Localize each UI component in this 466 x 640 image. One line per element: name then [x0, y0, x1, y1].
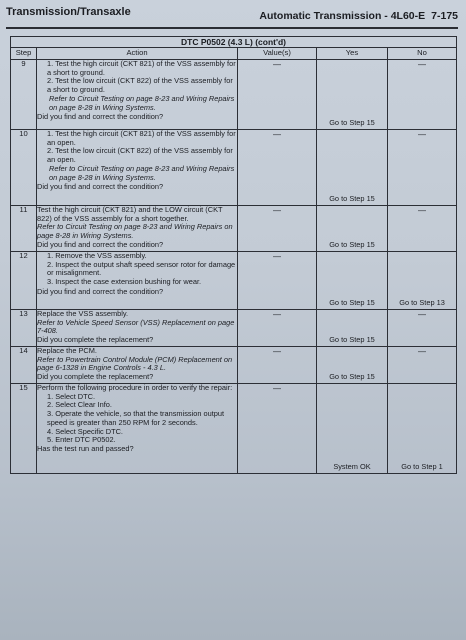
action-reference: Refer to Circuit Testing on page 8-23 and Wiring Repairs on page 8-28 in Wiring Systems.: [37, 222, 233, 241]
section-title: Transmission/Transaxle: [6, 6, 131, 18]
action-text: Replace the VSS assembly.: [37, 308, 129, 318]
action-item: 2. Select Clear Info.: [47, 400, 112, 410]
action-item: 1. Test the high circuit (CKT 821) of the VSS assembly for a short to ground.: [47, 58, 236, 77]
action-question: Did you find and correct the condition?: [37, 239, 164, 249]
action-item: 3. Operate the vehicle, so that the transmission output speed is greater than 250 RPM for 2 seconds.: [47, 409, 225, 427]
action-reference: Refer to Vehicle Speed Sensor (VSS) Replacement on page 7-408.: [37, 317, 235, 336]
step-number: 11: [11, 205, 37, 251]
no-cell: —: [388, 346, 457, 383]
chapter-name: Automatic Transmission - 4L60-E: [259, 10, 426, 22]
table-row: [11, 129, 457, 205]
column-header-yes: Yes: [317, 48, 388, 60]
action-question: Did you find and correct the condition?: [37, 112, 164, 122]
no-cell: —: [388, 205, 457, 251]
step-number: 14: [11, 346, 37, 383]
action-reference: Refer to Circuit Testing on page 8-23 and Wiring Repairs on page 8-28 in Wiring Systems.: [49, 93, 235, 112]
action-item: 2. Test the low circuit (CKT 822) of the VSS assembly for an open.: [47, 146, 233, 165]
value-cell: —: [238, 129, 317, 205]
value-cell: —: [238, 205, 317, 251]
step-number: 12: [11, 251, 37, 309]
column-header-values: Value(s): [238, 48, 317, 60]
action-cell: [37, 205, 238, 251]
action-item: 5. Enter DTC P0502.: [47, 435, 116, 445]
action-question: Did you find and correct the condition?: [37, 182, 164, 192]
no-cell: Go to Step 13: [388, 251, 457, 309]
action-question: Did you complete the replacement?: [37, 335, 154, 345]
chapter-title: [259, 10, 458, 22]
action-text: Perform the following procedure in order to verify the repair:: [37, 382, 233, 392]
no-cell: —: [388, 129, 457, 205]
yes-cell: Go to Step 15: [317, 129, 388, 205]
action-text: Replace the PCM.: [37, 345, 97, 355]
table-row: [11, 205, 457, 251]
table-row: [11, 383, 457, 473]
no-cell: —: [388, 309, 457, 346]
action-cell: [37, 309, 238, 346]
action-cell: [37, 383, 238, 473]
action-item: 4. Select Specific DTC.: [47, 426, 123, 436]
no-cell: —: [388, 59, 457, 129]
table-row: [11, 346, 457, 383]
yes-cell: Go to Step 15: [317, 346, 388, 383]
value-cell: —: [238, 383, 317, 473]
action-reference: Refer to Circuit Testing on page 8-23 and Wiring Repairs on page 8-28 in Wiring Systems.: [49, 163, 235, 182]
yes-cell: System OK: [317, 383, 388, 473]
action-text: Test the high circuit (CKT 821) and the LOW circuit (CKT 822) of the VSS assembly for a short together.: [37, 204, 223, 223]
header-rule: [6, 27, 458, 29]
diagnostic-table: [10, 36, 457, 474]
value-cell: —: [238, 59, 317, 129]
value-cell: —: [238, 309, 317, 346]
action-reference: Refer to Powertrain Control Module (PCM) Replacement on page 6-1328 in Engine Controls - 4.3 L.: [37, 354, 233, 373]
action-question: Has the test run and passed?: [37, 444, 134, 454]
table-row: [11, 59, 457, 129]
table-row: [11, 251, 457, 309]
yes-cell: Go to Step 15: [317, 309, 388, 346]
action-cell: [37, 346, 238, 383]
page-header: [6, 6, 458, 22]
column-header-no: No: [388, 48, 457, 60]
step-number: 15: [11, 383, 37, 473]
yes-cell: Go to Step 15: [317, 59, 388, 129]
column-header-step: Step: [11, 48, 37, 60]
column-header-action: Action: [37, 48, 238, 60]
yes-cell: Go to Step 15: [317, 251, 388, 309]
action-question: Did you find and correct the condition?: [37, 286, 164, 296]
table-row: [11, 309, 457, 346]
yes-cell: Go to Step 15: [317, 205, 388, 251]
action-cell: [37, 251, 238, 309]
step-number: 9: [11, 59, 37, 129]
action-cell: [37, 129, 238, 205]
action-question: Did you complete the replacement?: [37, 372, 154, 382]
value-cell: —: [238, 346, 317, 383]
page-number: 7-175: [431, 10, 458, 22]
action-item: 1. Remove the VSS assembly.: [47, 250, 147, 260]
step-number: 10: [11, 129, 37, 205]
action-cell: [37, 59, 238, 129]
action-item: 1. Select DTC.: [47, 391, 96, 401]
table-title: DTC P0502 (4.3 L) (cont'd): [11, 37, 457, 48]
no-cell: Go to Step 1: [388, 383, 457, 473]
column-header-row: [11, 48, 457, 60]
action-item: 3. Inspect the case extension bushing for wear.: [47, 277, 202, 287]
value-cell: —: [238, 251, 317, 309]
action-item: 2. Inspect the output shaft speed sensor rotor for damage or misalignment.: [47, 259, 236, 278]
step-number: 13: [11, 309, 37, 346]
action-item: 2. Test the low circuit (CKT 822) of the VSS assembly for a short to ground.: [47, 76, 233, 95]
action-item: 1. Test the high circuit (CKT 821) of the VSS assembly for an open.: [47, 128, 236, 147]
